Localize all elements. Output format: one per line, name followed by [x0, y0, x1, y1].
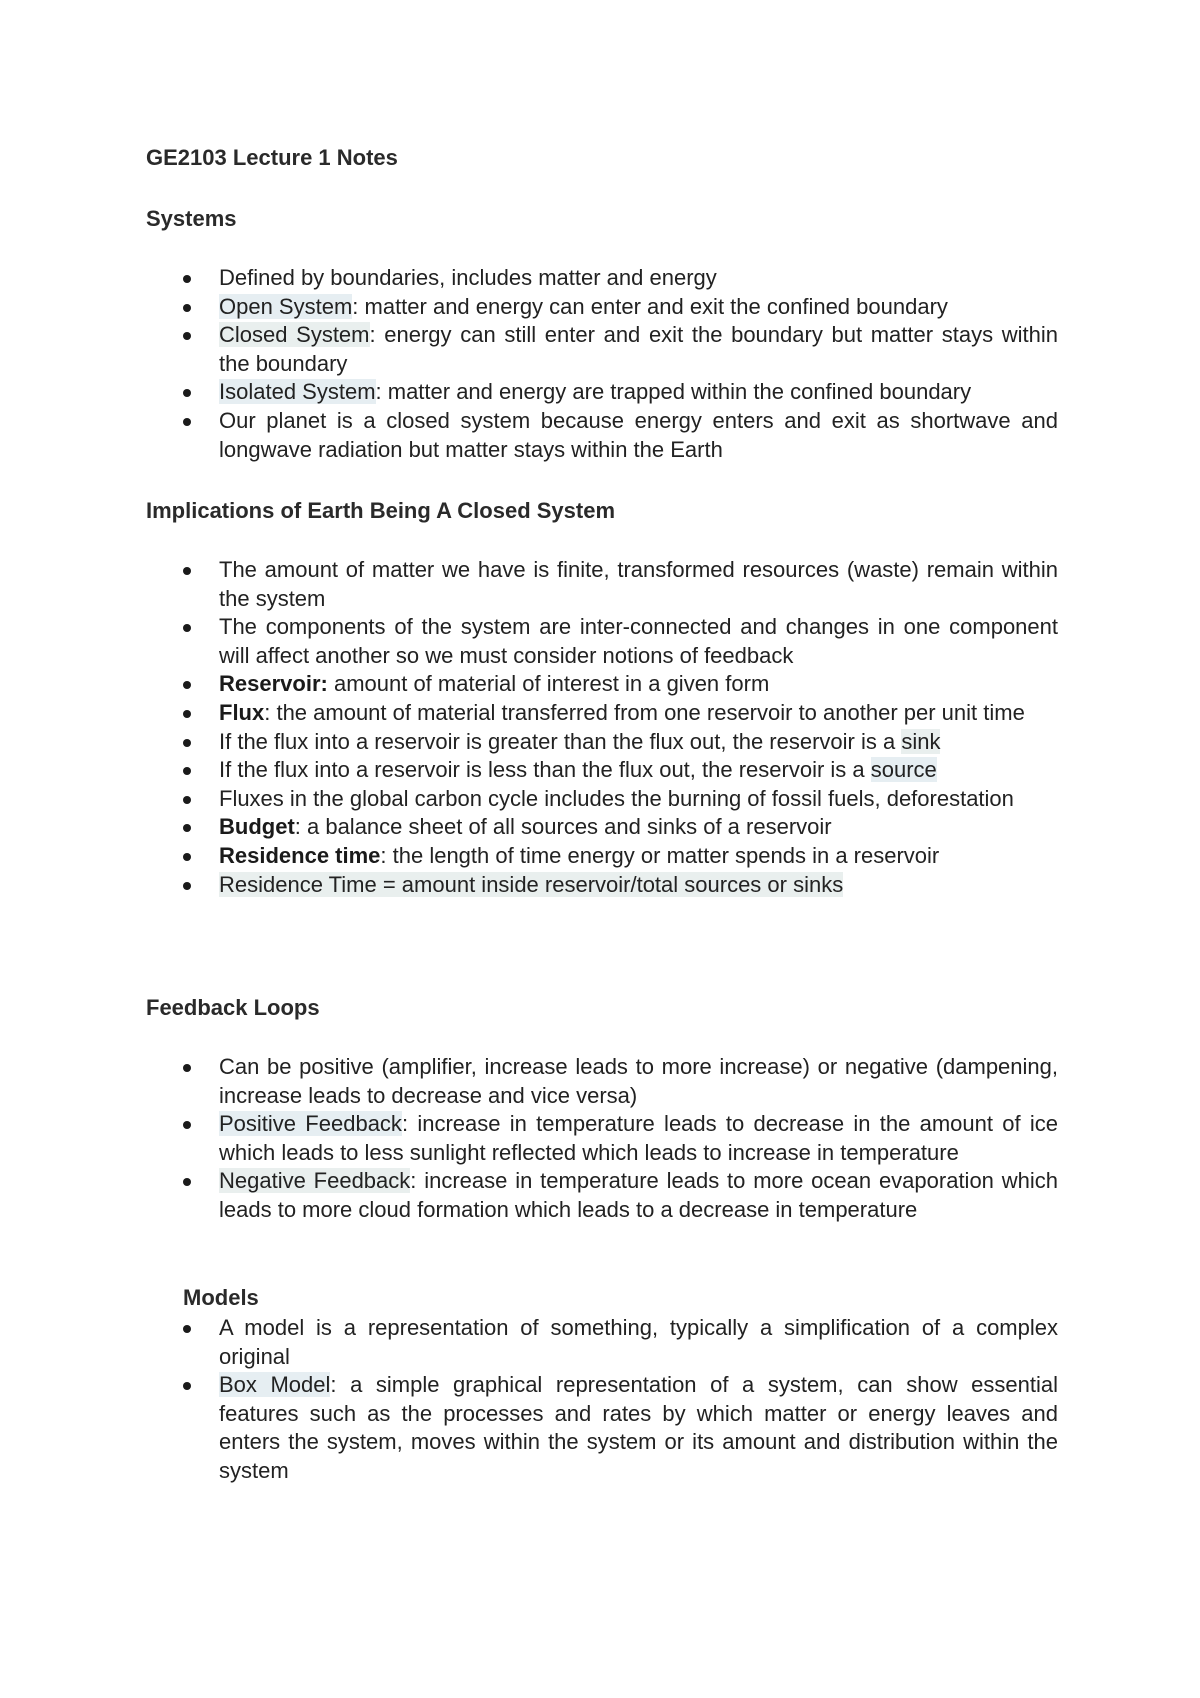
list-item: [146, 1314, 1058, 1371]
list-item: [146, 670, 1058, 699]
list-item: [146, 613, 1058, 670]
list-item: [146, 1110, 1058, 1167]
bold-term: Residence time: [219, 842, 381, 868]
implications-list: [146, 556, 1058, 899]
bold-term: Reservoir:: [219, 671, 328, 697]
item-text: : matter and energy are trapped within the confined boundary: [375, 379, 972, 405]
list-item: [146, 1053, 1058, 1110]
item-text: If the flux into a reservoir is greater than the flux out, the reservoir is a: [219, 728, 902, 754]
item-text: : the amount of material transferred from one reservoir to another per unit time: [264, 699, 1025, 725]
list-item: [146, 699, 1058, 728]
item-text: : a simple graphical representation of a system, can show essential features such as the processes and rates by which matter or energy leaves and enters the system, moves within the system or its amount and distribution within the system: [219, 1372, 1058, 1483]
list-item: [146, 407, 1058, 464]
section-heading-systems: Systems: [146, 206, 237, 231]
item-text: Defined by boundaries, includes matter and energy: [219, 265, 717, 290]
highlighted-term: sink: [901, 728, 941, 754]
item-text: Fluxes in the global carbon cycle includes the burning of fossil fuels, deforestation: [219, 785, 1014, 811]
list-item: [146, 813, 1058, 842]
highlighted-term: Box Model: [219, 1372, 331, 1398]
item-text: : a balance sheet of all sources and sinks of a reservoir: [294, 814, 832, 840]
list-item: [146, 321, 1058, 378]
bold-term: Flux: [219, 699, 265, 725]
item-text: amount of material of interest in a given form: [327, 671, 770, 697]
highlighted-term: Isolated System: [219, 379, 376, 405]
highlighted-term: Negative Feedback: [219, 1168, 411, 1194]
document-title: GE2103 Lecture 1 Notes: [146, 145, 398, 170]
list-item: [146, 556, 1058, 613]
list-item: [146, 842, 1058, 871]
item-text: A model is a representation of something, typically a simplification of a complex original: [219, 1315, 1058, 1369]
item-text: : increase in temperature leads to more ocean evaporation which leads to more cloud formation which leads to a decrease in temperature: [219, 1168, 1058, 1222]
item-text: If the flux into a reservoir is less than the flux out, the reservoir is a: [219, 757, 871, 783]
list-item: [146, 264, 1058, 293]
highlighted-term: source: [870, 757, 937, 783]
list-item: [146, 728, 1058, 757]
item-text: : increase in temperature leads to decrease in the amount of ice which leads to less sunlight reflected which leads to increase in temperature: [219, 1111, 1058, 1165]
list-item: [146, 871, 1058, 900]
bold-term: Budget: [219, 814, 295, 840]
section-heading-implications: Implications of Earth Being A Closed System: [146, 498, 616, 523]
list-item: [146, 785, 1058, 814]
item-text: The amount of matter we have is finite, transformed resources (waste) remain within the system: [219, 557, 1058, 611]
item-text: Our planet is a closed system because energy enters and exit as shortwave and longwave radiation but matter stays within the Earth: [219, 407, 1058, 462]
item-text: : the length of time energy or matter spends in a reservoir: [380, 842, 940, 868]
list-item: [146, 378, 1058, 407]
highlighted-term: Positive Feedback: [219, 1111, 402, 1137]
systems-list: [146, 264, 1058, 464]
list-item: [146, 1167, 1058, 1224]
highlighted-term: Closed System: [219, 322, 370, 348]
section-heading-feedback: Feedback Loops: [146, 995, 320, 1020]
item-text: : matter and energy can enter and exit the confined boundary: [352, 293, 948, 319]
list-item: [146, 293, 1058, 322]
highlighted-formula: Residence Time = amount inside reservoir/total sources or sinks: [219, 871, 844, 897]
section-heading-models: Models: [183, 1285, 259, 1310]
item-text: : energy can still enter and exit the boundary but matter stays within the boundary: [219, 322, 1058, 376]
models-list: [146, 1314, 1058, 1486]
item-text: The components of the system are inter-connected and changes in one component will affect another so we must consider notions of feedback: [219, 614, 1058, 668]
highlighted-term: Open System: [219, 293, 353, 319]
list-item: [146, 1371, 1058, 1485]
list-item: [146, 756, 1058, 785]
item-text: Can be positive (amplifier, increase leads to more increase) or negative (dampening, increase leads to decrease and vice versa): [219, 1054, 1058, 1108]
feedback-list: [146, 1053, 1058, 1225]
